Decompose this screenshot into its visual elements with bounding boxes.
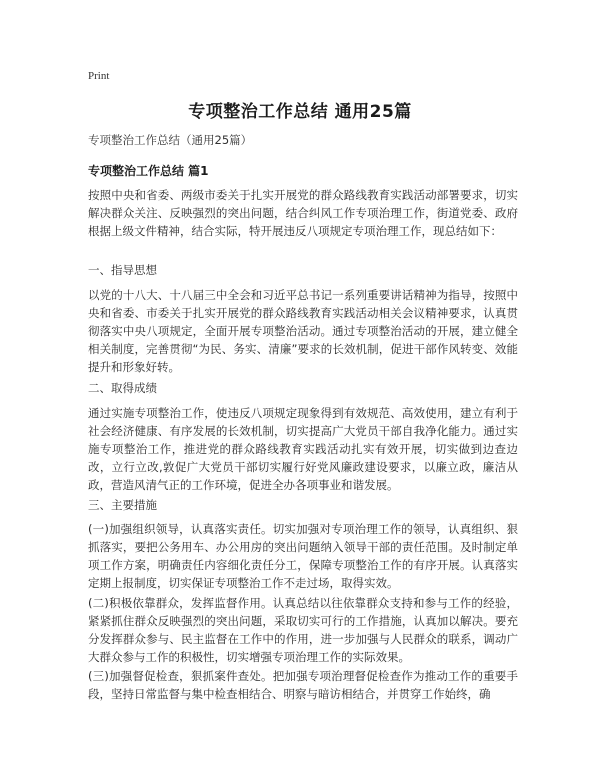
intro-paragraph: 按照中央和省委、两级市委关于扎实开展党的群众路线教育实践活动部署要求，切实解决群众关注、反映强烈的突出问题，结合纠风工作专项治理工作，街道党委、政府根据上级文件精神，结合实际，特开展违反八项规定专项治理工作，现总结如下： [88, 188, 518, 238]
document-title: 专项整治工作总结 通用25篇 [188, 102, 412, 122]
section-heading-main-measures: 三、主要措施 [88, 498, 157, 512]
section-achievements-body: 通过实施专项整治工作，使违反八项规定现象得到有效规范、高效使用，建立有利于社会经济健康、有序发展的长效机制，切实提高广大党员干部自我净化能力。通过实施专项整治工作，推进党的群众路线教育实践活动扎实有效开展，切实做到边查边改，立行立改,敦促广大党员干部切实履行好党风廉政建设要求，以廉立政，廉洁从政，营造风清气正的工作环境，促进全办各项事业和谐发展。 [88, 406, 518, 492]
measure-paragraph-1: (一)加强组织领导，认真落实责任。切实加强对专项治理工作的领导，认真组织、狠抓落实，要把公务用车、办公用房的突出问题纳入领导干部的责任范围。及时制定单项工作方案，明确责任内容细化责任分工，保障专项整治工作的有序开展。认真落实定期上报制度，切实保证专项整治工作不走过场，取得实效。 [88, 522, 518, 590]
measure-paragraph-2: (二)积极依靠群众，发挥监督作用。认真总结以往依靠群众支持和参与工作的经验，紧紧抓住群众反映强烈的突出问题，采取切实可行的工作措施，认真加以解决。要充分发挥群众参与、民主监督在工作中的作用，进一步加强与人民群众的联系，调动广大群众参与工作的积极性，切实增强专项治理工作的实际效果。 [88, 596, 518, 664]
section-guiding-ideology-body: 以党的十八大、十八届三中全会和习近平总书记一系列重要讲话精神为指导，按照中央和省委、市委关于扎实开展党的群众路线教育实践活动相关会议精神要求，认真贯彻落实中央八项规定，全面开展专项整治活动。通过专项整治活动的开展，建立健全相关制度，完善贯彻“为民、务实、清廉”要求的长效机制，促进干部作风转变、效能提升和形象好转。 [88, 288, 518, 374]
section-heading-guiding-ideology: 一、指导思想 [88, 263, 157, 277]
measure-paragraph-3: (三)加强督促检查，狠抓案件查处。把加强专项治理督促检查作为推动工作的重要手段，坚持日常监督与集中检查相结合、明察与暗访相结合，并贯穿工作始终，确 [88, 669, 518, 701]
document-subtitle: 专项整治工作总结（通用25篇） [88, 133, 253, 147]
part-heading: 专项整治工作总结 篇1 [88, 164, 209, 178]
section-heading-achievements: 二、取得成绩 [88, 381, 157, 395]
print-label: Print [88, 70, 110, 82]
